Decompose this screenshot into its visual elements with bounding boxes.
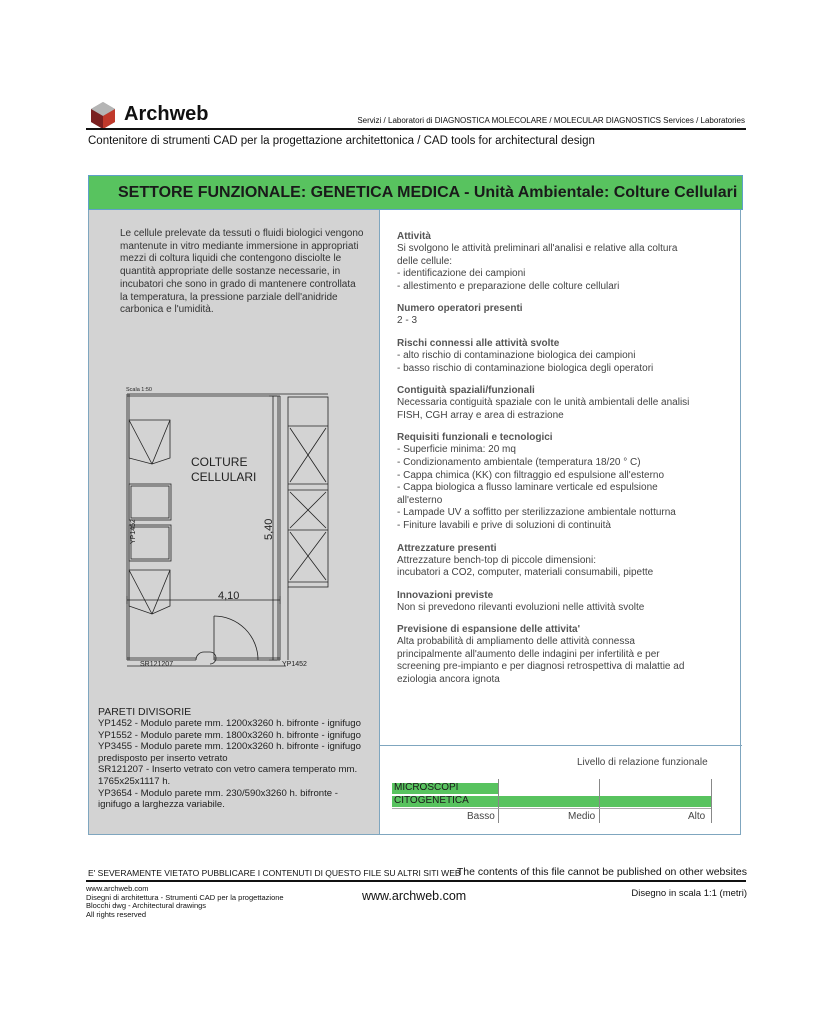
relation-tick [599,779,600,823]
left-wall-tag: YP1452 [130,519,137,544]
section-line: incubatori a CO2, computer, materiali consumabili, pipette [397,567,654,579]
section-line: - Cappa biologica a flusso laminare verticale ed espulsione [397,482,658,494]
floor-plan [110,380,370,670]
walls-line: YP1452 - Modulo parete mm. 1200x3260 h. bifronte - ignifugo [98,718,361,729]
section [397,337,732,375]
section-line: - Cappa chimica (KK) con filtraggio ed espulsione all'esterno [397,469,665,481]
section-line: screening pre-impianto e per diagnosi retrospettiva di malattie ad [397,661,685,673]
header-section-label: Servizi / Laboratori di DIAGNOSTICA MOLECOLARE / MOLECULAR DIAGNOSTICS Services / Laboratories [357,116,745,125]
section-line: - alto rischio di contaminazione biologica dei campioni [397,349,636,361]
section-line: - Condizionamento ambientale (temperatura 18/20 ° C) [397,456,641,468]
section [397,589,732,615]
footer-credit-line: www.archweb.com [86,884,149,893]
footer-url-link[interactable]: www.archweb.com [362,889,467,903]
walls-line: YP3654 - Modulo parete mm. 230/590x3260 h. bifronte - [98,787,338,799]
section [397,384,732,422]
section-line: - Superficie minima: 20 mq [397,444,516,456]
section-line: Attrezzature bench-top di piccole dimensioni: [397,554,596,566]
header-divider [86,128,746,130]
section-line: eziologia ancora ignota [397,674,500,686]
section [397,542,732,580]
walls-line: YP1552 - Modulo parete mm. 1800x3260 h. bifronte - ignifugo [98,729,361,741]
relation-level-label: Alto [688,811,706,822]
section-line: Alta probabilità di ampliamento delle attività connessa [397,636,635,648]
intro-text: Le cellule prelevate da tessuti o fluidi biologici vengono mantenute in vitro mediante immersione in appropriati mezzi di coltura liquidi che contengono disciolte le quantità appropriate delle sostanze necessarie, in incubatori che sono in grado di mantenere controllata la temperatura, la pressione parziale dell'anidride carbonica e l'umidità. [120,228,364,316]
relation-label: CITOGENETICA [394,795,469,806]
section-line: - allestimento e preparazione delle colture cellulari [397,280,620,292]
section-line: Necessaria contiguità spaziale con le unità ambientali delle analisi [397,397,690,409]
section-line: 2 - 3 [397,315,418,327]
walls-list [98,718,378,811]
walls-line: 1765x25x1117 h. [98,775,171,787]
relation-axis [392,808,711,809]
section-line: FISH, CGH array e area di estrazione [397,409,564,421]
section-line: - basso rischio di contaminazione biologica degli operatori [397,362,654,374]
section-title: Innovazioni previste [397,589,494,601]
archweb-logo-icon [88,100,118,130]
section-line: all'esterno [397,494,443,506]
copyright-warning-it: E' SEVERAMENTE VIETATO PUBBLICARE I CONTENUTI DI QUESTO FILE SU ALTRI SITI WEB [88,868,461,878]
section-line: Non si prevedono rilevanti evoluzioni nelle attività svolte [397,601,645,613]
relation-divider [380,745,742,746]
height-dimension: 5,40 [263,518,275,540]
section [397,230,732,293]
walls-line: predisposto per inserto vetrato [98,752,228,764]
relation-label: MICROSCOPI [394,782,459,793]
walls-line: SR121207 - Inserto vetrato con vetro camera temperato mm. [98,764,358,776]
specification-sections [397,230,732,696]
footer-credits [86,885,284,919]
relation-tick [498,779,499,823]
width-dimension: 4,10 [218,590,240,602]
page-title: SETTORE FUNZIONALE: GENETICA MEDICA - Unità Ambientale: Colture Cellulari [118,184,738,201]
copyright-warning-en: The contents of this file cannot be published on other websites [456,866,747,878]
relation-title: Livello di relazione funzionale [577,757,708,768]
footer-divider [86,880,746,882]
section [397,302,732,328]
section [397,623,732,686]
section-line: principalmente all'aumento delle indagini per infertilità e per [397,648,660,660]
footer-credit-line: Disegni di architettura - Strumenti CAD per la progettazione [86,892,284,902]
drawing-scale: Disegno in scala 1:1 (metri) [631,888,747,899]
section-line: - Lampade UV a soffitto per sterilizzazione ambientale notturna [397,507,676,519]
section-title: Contiguità spaziali/funzionali [397,385,535,397]
footer-credit-line: Blocchi dwg - Architectural drawings [86,901,207,910]
section-line: Si svolgono le attività preliminari all'analisi e relative alla coltura [397,243,678,254]
footer-credit-line: All rights reserved [86,909,147,919]
section-line: - identificazione dei campioni [397,268,526,280]
section-title: Numero operatori presenti [397,303,523,315]
section-line: - Finiture lavabili e prive di soluzioni di continuità [397,519,611,531]
plan-scale: Scala 1:50 [126,387,152,393]
relation-level-label: Medio [568,811,596,822]
section [397,431,732,532]
relation-tick [711,779,712,823]
page-subtitle: Contenitore di strumenti CAD per la progettazione architettonica / CAD tools for architectural design [88,135,595,147]
section-title: Requisiti funzionali e tecnologici [397,432,553,444]
section-title: Attività [397,231,431,242]
section-line: delle cellule: [397,255,453,267]
bottom-right-wall-tag: YP1452 [282,661,307,668]
room-name-line1: COLTURE [191,455,248,469]
bottom-left-wall-tag: SR121207 [140,661,174,668]
section-title: Rischi connessi alle attività svolte [397,337,560,349]
relation-level-label: Basso [467,811,495,822]
walls-line: ignifugo a larghezza variabile. [98,799,225,811]
brand-name: Archweb [124,103,209,125]
section-title: Attrezzature presenti [397,542,497,554]
section-title: Previsione di espansione delle attivita' [397,624,580,636]
walls-title: PARETI DIVISORIE [98,706,192,718]
room-name-line2: CELLULARI [191,470,257,484]
walls-line: YP3455 - Modulo parete mm. 1200x3260 h. bifronte - ignifugo [98,741,361,753]
